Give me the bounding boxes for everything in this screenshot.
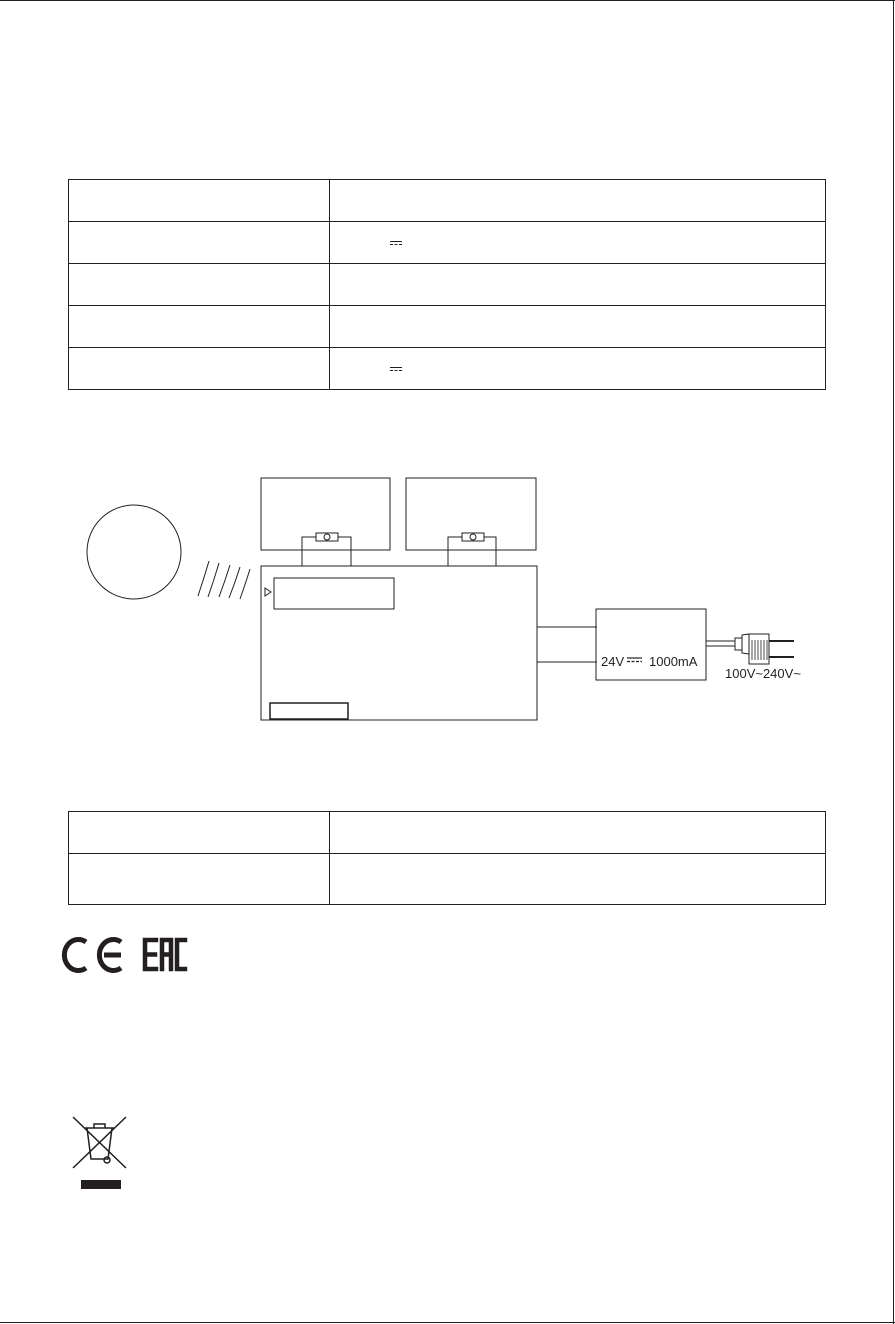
- eac-mark-icon: [145, 940, 185, 969]
- mains-input-voltage: 100V~240V~: [725, 666, 801, 681]
- crossed-out-wheelie-bin-icon: [73, 1117, 126, 1168]
- adapter-output-voltage: 24V: [601, 654, 625, 669]
- adapter-output-current: 1000mA: [649, 654, 698, 669]
- ce-mark-icon: [64, 940, 121, 971]
- weee-bar: [81, 1180, 121, 1189]
